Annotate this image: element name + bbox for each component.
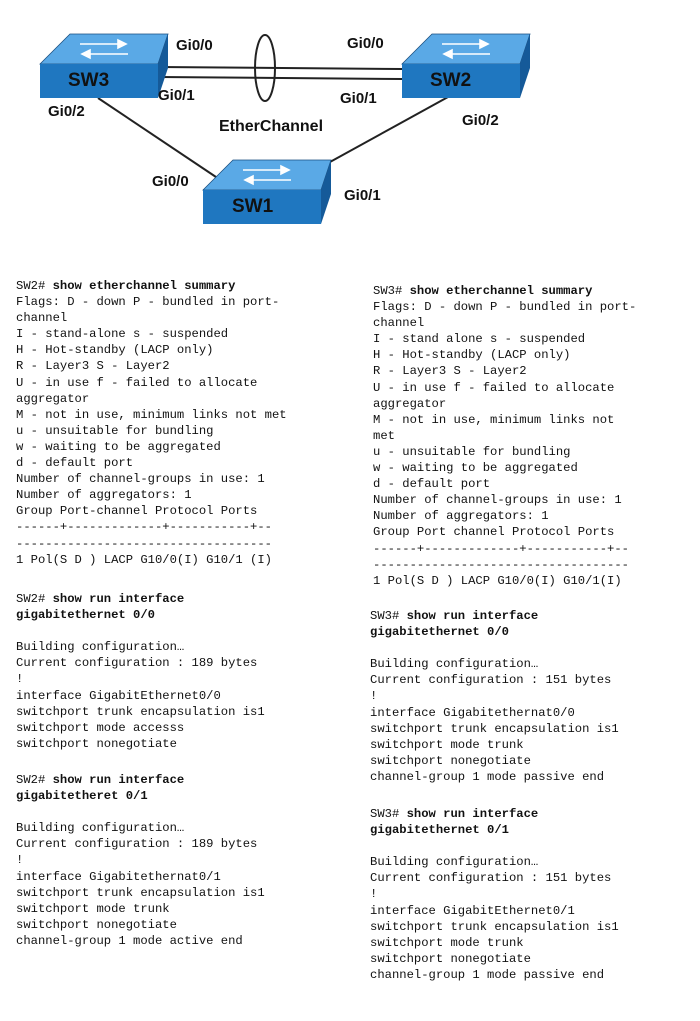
- cli-output-line: switchport mode trunk: [370, 935, 524, 950]
- cli-output-line: d - default port: [373, 477, 491, 492]
- port-label-sw3-gi02: Gi0/2: [48, 103, 85, 120]
- link-sw3-sw2-a: [158, 67, 402, 69]
- cli-output-line: H - Hot-standby (LACP only): [16, 343, 214, 358]
- cli-output-line: Group Port channel Protocol Ports: [373, 525, 615, 540]
- cli-output-line: R - Layer3 S - Layer2: [373, 364, 527, 379]
- cli-output-line: Number of aggregators: 1: [373, 509, 549, 524]
- cli-output-line: Number of channel-groups in use: 1: [16, 472, 265, 487]
- prompt: SW2#: [16, 279, 46, 293]
- cli-output-line: aggregator: [16, 391, 90, 406]
- sw3-etherchannel-summary: [373, 283, 636, 589]
- cli-output-line: channel-group 1 mode passive end: [370, 967, 605, 982]
- port-label-sw3-gi01: Gi0/1: [158, 87, 195, 104]
- port-label-sw2-gi02: Gi0/2: [462, 112, 499, 129]
- cli-output-line: ------+-------------+-----------+--: [373, 541, 629, 556]
- output-lines: [16, 294, 287, 568]
- cli-output-line: M - not in use, minimum links not: [373, 412, 615, 427]
- cli-command-line: [16, 607, 265, 623]
- cli-output-line: Current configuration : 151 bytes: [370, 673, 612, 688]
- cli-output-line: w - waiting to be aggregated: [373, 461, 578, 476]
- sw2-etherchannel-summary: [16, 278, 287, 568]
- prompt: SW2#: [16, 592, 46, 606]
- cli-output-line: Building configuration…: [370, 855, 539, 870]
- command: show etherchannel summary: [52, 279, 236, 293]
- cli-output-line: d - default port: [16, 456, 134, 471]
- cli-output-line: !: [370, 689, 378, 704]
- switch-top: [40, 34, 168, 64]
- prompt: SW3#: [370, 609, 400, 623]
- sw1-name: SW1: [232, 196, 274, 217]
- port-label-sw1-gi00: Gi0/0: [152, 173, 189, 190]
- cli-output-line: ------+-------------+-----------+--: [16, 520, 272, 535]
- output-lines: [16, 639, 265, 752]
- cli-output-line: aggregator: [373, 396, 447, 411]
- cli-output-line: channel: [16, 311, 68, 326]
- port-label-sw1-gi01: Gi0/1: [344, 187, 381, 204]
- cli-command-line: [16, 788, 265, 804]
- cli-output-line: switchport nonegotiate: [16, 917, 177, 932]
- output-lines: [373, 299, 636, 589]
- prompt: SW3#: [370, 807, 400, 821]
- cli-output-line: Flags: D - down P - bundled in port-: [373, 300, 637, 315]
- cli-output-line: Number of channel-groups in use: 1: [373, 493, 622, 508]
- cli-output-line: interface Gigabitethernat0/1: [16, 869, 221, 884]
- cli-output-line: !: [370, 887, 378, 902]
- cli-output-line: switchport mode trunk: [16, 901, 170, 916]
- cli-output-line: interface GigabitEthernet0/0: [16, 688, 221, 703]
- port-label-sw2-gi00: Gi0/0: [347, 35, 384, 52]
- command: show etherchannel summary: [409, 284, 593, 298]
- output-lines: [16, 820, 265, 949]
- cli-output-line: Flags: D - down P - bundled in port-: [16, 295, 280, 310]
- cli-output-line: Current configuration : 189 bytes: [16, 656, 258, 671]
- cli-command-line: [16, 772, 265, 788]
- sw3-run-int-gi00: [370, 608, 619, 785]
- cli-output-line: I - stand-alone s - suspended: [16, 327, 229, 342]
- command: gigabitethernet 0/0: [16, 608, 155, 623]
- cli-output-line: Current configuration : 189 bytes: [16, 837, 258, 852]
- cli-output-line: switchport nonegotiate: [370, 951, 531, 966]
- cli-output-line: R - Layer3 S - Layer2: [16, 359, 170, 374]
- sw2-name: SW2: [430, 70, 472, 91]
- cli-command-line: [370, 624, 619, 640]
- cli-output-line: channel: [373, 316, 425, 331]
- link-sw3-sw1: [98, 98, 216, 177]
- cli-output-line: !: [16, 853, 24, 868]
- cli-output-line: switchport mode accesss: [16, 720, 185, 735]
- prompt: SW3#: [373, 284, 403, 298]
- sw3-name: SW3: [68, 70, 110, 91]
- switch-top: [402, 34, 530, 64]
- cli-output-line: 1 Pol(S D ) LACP G10/0(I) G10/1 (I): [16, 552, 272, 567]
- cli-command-line: [370, 806, 619, 822]
- port-label-sw3-gi00: Gi0/0: [176, 37, 213, 54]
- cli-output-line: w - waiting to be aggregated: [16, 439, 221, 454]
- cli-output-line: u - unsuitable for bundling: [16, 423, 214, 438]
- cli-output-line: Number of aggregators: 1: [16, 488, 192, 503]
- prompt: SW2#: [16, 773, 46, 787]
- cli-output-line: met: [373, 428, 395, 443]
- cli-output-line: Group Port-channel Protocol Ports: [16, 504, 258, 519]
- cli-output-line: switchport trunk encapsulation is1: [16, 885, 265, 900]
- sw2-run-int-gi01: [16, 772, 265, 949]
- output-lines: [370, 854, 619, 983]
- cli-output-line: Building configuration…: [16, 640, 185, 655]
- etherchannel-label: EtherChannel: [219, 118, 324, 135]
- command: show run interface: [52, 773, 185, 787]
- cli-output-line: M - not in use, minimum links not met: [16, 407, 287, 422]
- cli-output-line: interface Gigabitethernat0/0: [370, 705, 575, 720]
- cli-command-line: [16, 591, 265, 607]
- command: show run interface: [406, 807, 539, 821]
- cli-output-line: switchport trunk encapsulation is1: [16, 704, 265, 719]
- sw3-run-int-gi01: [370, 806, 619, 983]
- sw2-run-int-gi00: [16, 591, 265, 752]
- cli-output-line: -----------------------------------: [16, 536, 272, 551]
- cli-output-line: switchport trunk encapsulation is1: [370, 721, 619, 736]
- cli-command-line: [373, 283, 636, 299]
- link-sw3-sw2-b: [158, 77, 402, 79]
- cli-output-line: u - unsuitable for bundling: [373, 444, 571, 459]
- cli-output-line: I - stand alone s - suspended: [373, 332, 586, 347]
- command: gigabitethernet 0/1: [370, 823, 509, 838]
- port-label-sw2-gi01: Gi0/1: [340, 90, 377, 107]
- command: gigabitetheret 0/1: [16, 789, 148, 804]
- cli-output-line: U - in use f - failed to allocate: [373, 380, 615, 395]
- cli-output-line: switchport nonegotiate: [370, 753, 531, 768]
- output-lines: [370, 656, 619, 785]
- cli-output-line: channel-group 1 mode passive end: [370, 769, 605, 784]
- command: gigabitethernet 0/0: [370, 625, 509, 640]
- cli-output-line: switchport mode trunk: [370, 737, 524, 752]
- cli-output-line: 1 Pol(S D ) LACP G10/0(I) G10/1(I): [373, 573, 622, 588]
- cli-output-line: switchport trunk encapsulation is1: [370, 919, 619, 934]
- command: show run interface: [406, 609, 539, 623]
- cli-output-line: switchport nonegotiate: [16, 736, 177, 751]
- cli-command-line: [16, 278, 287, 294]
- cli-output-line: H - Hot-standby (LACP only): [373, 348, 571, 363]
- command: show run interface: [52, 592, 185, 606]
- cli-command-line: [370, 822, 619, 838]
- cli-output-line: U - in use f - failed to allocate: [16, 375, 258, 390]
- cli-output-line: Building configuration…: [16, 821, 185, 836]
- cli-output-line: !: [16, 672, 24, 687]
- cli-output-line: -----------------------------------: [373, 557, 629, 572]
- cli-output-line: Building configuration…: [370, 657, 539, 672]
- cli-output-line: Current configuration : 151 bytes: [370, 871, 612, 886]
- cli-output-line: channel-group 1 mode active end: [16, 933, 243, 948]
- switch-top: [203, 160, 331, 190]
- cli-command-line: [370, 608, 619, 624]
- cli-output-line: interface GigabitEthernet0/1: [370, 903, 575, 918]
